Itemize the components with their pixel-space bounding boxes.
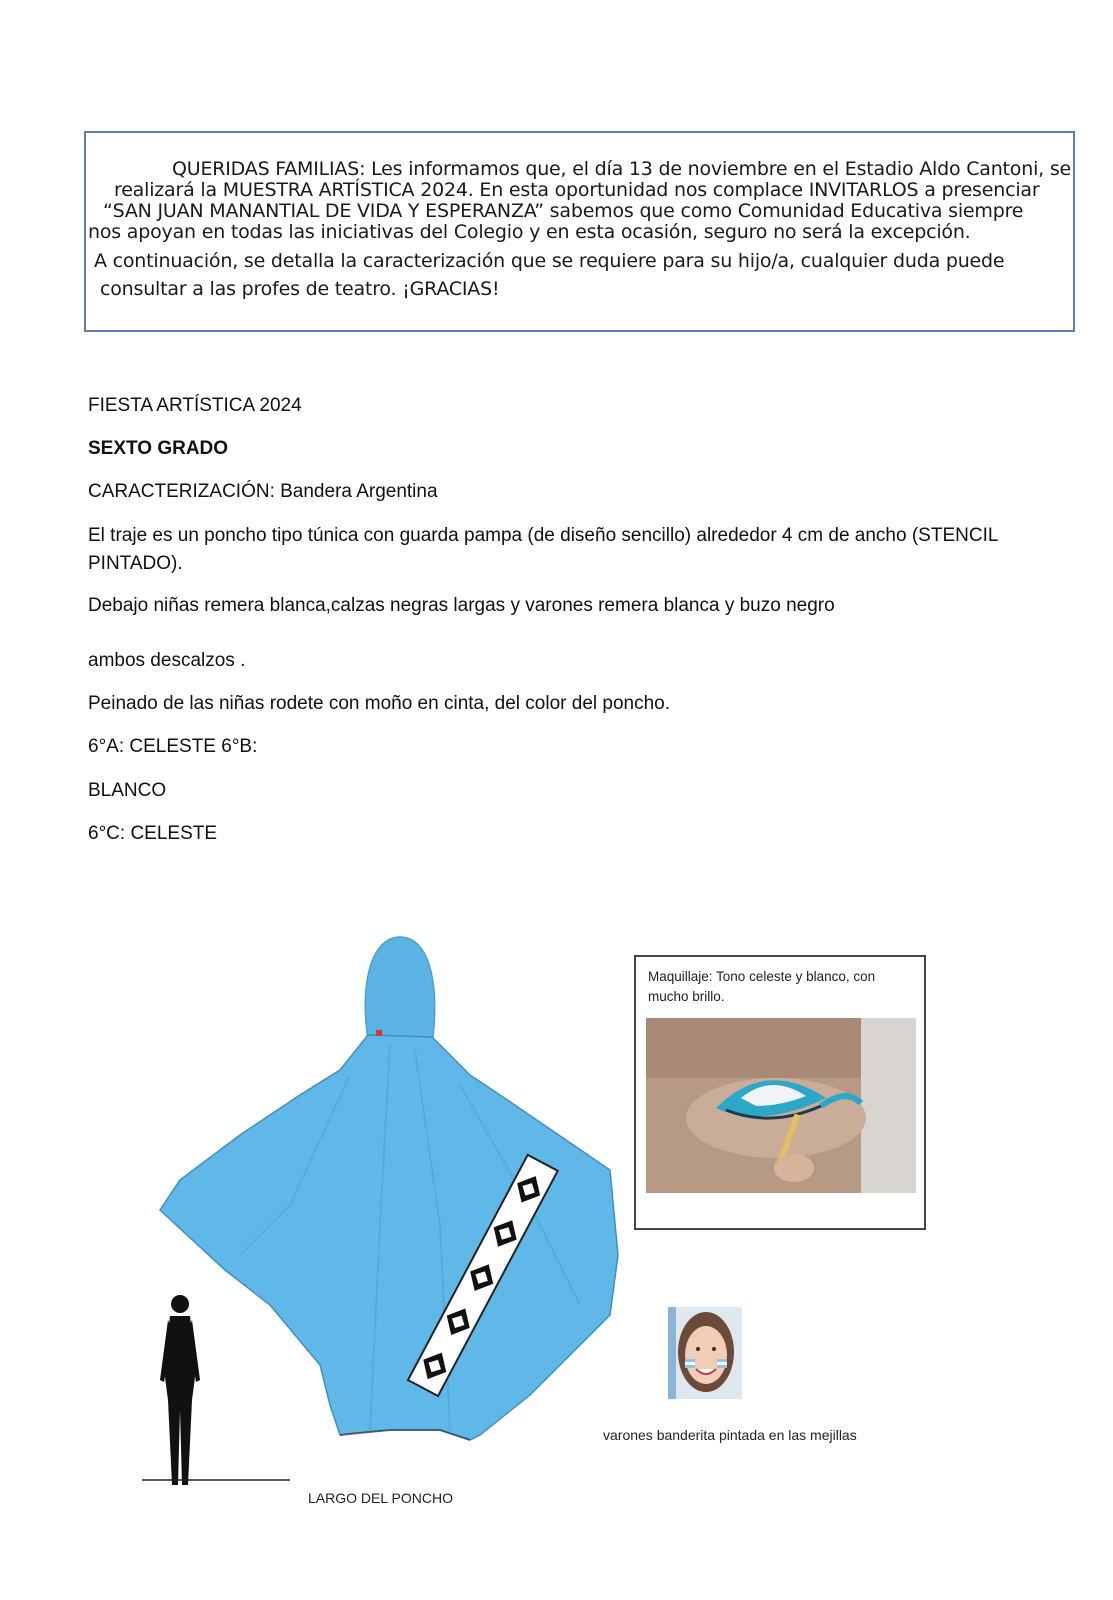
- costume-line-2: PINTADO).: [88, 553, 183, 574]
- notice-line-3: “SAN JUAN MANANTIAL DE VIDA Y ESPERANZA” sabemos que como Comunidad Educativa siempre: [103, 200, 1024, 222]
- costume-line-1: El traje es un poncho tipo túnica con guarda pampa (de diseño sencillo) alrededor 4 cm de ancho (STENCIL: [88, 525, 999, 546]
- makeup-box: [634, 955, 926, 1230]
- barefoot-line: ambos descalzos .: [88, 650, 246, 671]
- grade-heading: SEXTO GRADO: [88, 438, 229, 459]
- face-caption: varones banderita pintada en las mejillas: [603, 1427, 857, 1443]
- eye-makeup-image: [646, 1018, 916, 1193]
- colors-c-line: 6°C: CELESTE: [88, 823, 218, 844]
- notice-line-4: nos apoyan en todas las iniciativas del Colegio y en esta ocasión, seguro no será la excepción.: [88, 221, 971, 243]
- makeup-caption: Maquillaje: Tono celeste y blanco, con mucho brillo.: [648, 969, 876, 1004]
- notice-line-2: realizará la MUESTRA ARTÍSTICA 2024. En esta oportunidad nos complace INVITARLOS a presenciar: [114, 179, 1040, 201]
- notice-line-6: consultar a las profes de teatro. ¡GRACIAS!: [100, 278, 500, 300]
- face-flag-image: [668, 1307, 742, 1399]
- notice-line-5: A continuación, se detalla la caracterización que se requiere para su hijo/a, cualquier duda puede: [94, 250, 1005, 272]
- notice-line-1: QUERIDAS FAMILIAS: Les informamos que, el día 13 de noviembre en el Estadio Aldo Cantoni, se: [172, 158, 1072, 180]
- event-title: FIESTA ARTÍSTICA 2024: [88, 395, 302, 416]
- color-b-value: BLANCO: [88, 780, 167, 801]
- hairstyle-line: Peinado de las niñas rodete con moño en cinta, del color del poncho.: [88, 693, 671, 714]
- characterization-line: CARACTERIZACIÓN: Bandera Argentina: [88, 481, 438, 502]
- poncho-caption: LARGO DEL PONCHO: [308, 1490, 453, 1506]
- underwear-line: Debajo niñas remera blanca,calzas negras largas y varones remera blanca y buzo negro: [88, 595, 835, 616]
- person-silhouette-image: [140, 1290, 305, 1490]
- colors-a-b-line: 6°A: CELESTE 6°B:: [88, 736, 258, 757]
